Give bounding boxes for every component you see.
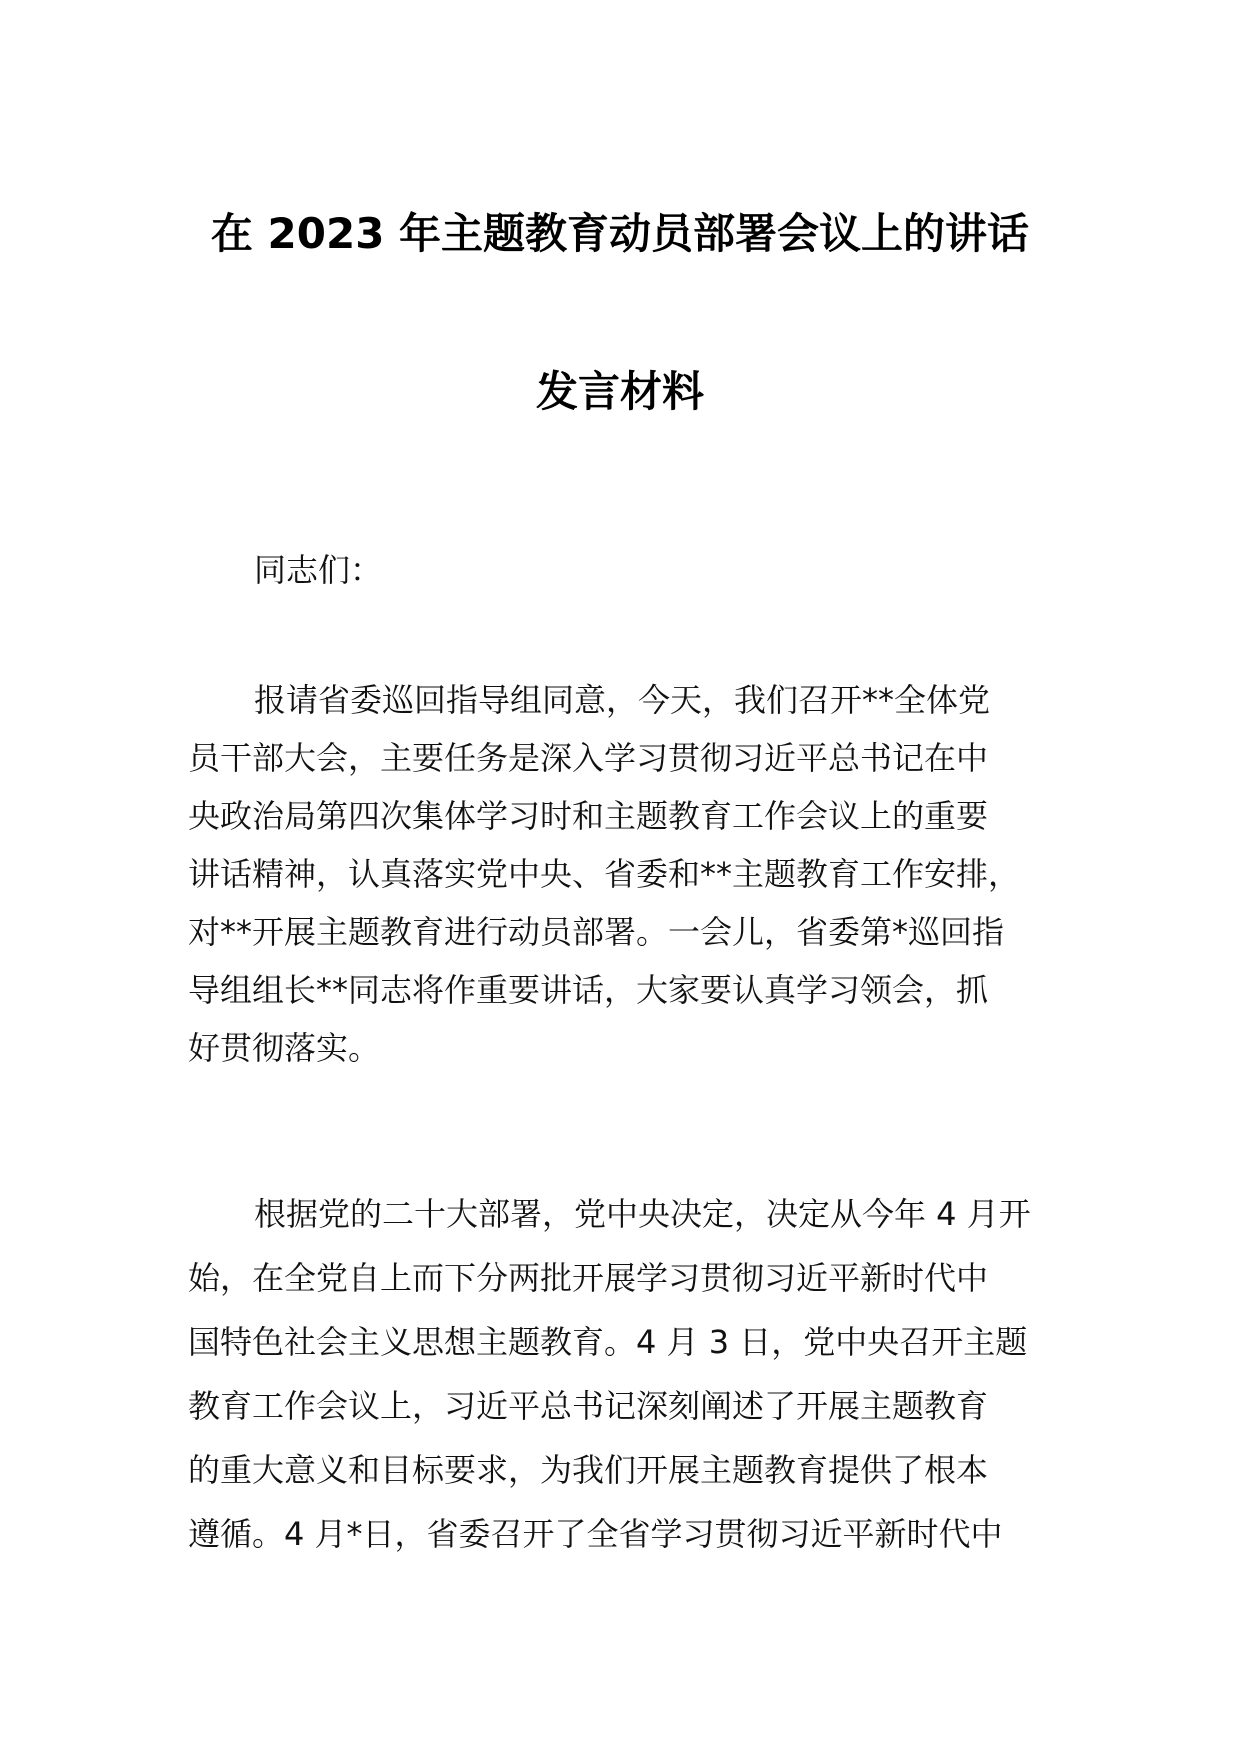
paragraph-1-line: 报请省委巡回指导组同意，今天，我们召开**全体党 [254,681,991,719]
paragraph-1-line: 好贯彻落实。 [188,1029,381,1067]
salutation: 同志们： [254,551,383,589]
paragraph-1-line: 央政治局第四次集体学习时和主题教育工作会议上的重要 [188,797,989,835]
document-title-line-1: 在 2023 年主题教育动员部署会议上的讲话 [210,209,1030,258]
paragraph-2-line: 遵循。4 月*日，省委召开了全省学习贯彻习近平新时代中 [188,1515,1003,1553]
paragraph-2-line: 的重大意义和目标要求，为我们开展主题教育提供了根本 [188,1451,989,1489]
paragraph-2-line: 国特色社会主义思想主题教育。4 月 3 日，党中央召开主题 [188,1323,1028,1361]
paragraph-1-line: 对**开展主题教育进行动员部署。一会儿，省委第*巡回指 [188,913,1005,951]
paragraph-2-line: 根据党的二十大部署，党中央决定，决定从今年 4 月开 [254,1195,1031,1233]
paragraph-1-line: 导组组长**同志将作重要讲话，大家要认真学习领会，抓 [188,971,989,1009]
paragraph-1-line: 讲话精神，认真落实党中央、省委和**主题教育工作安排， [188,855,1021,893]
paragraph-1-line: 员干部大会，主要任务是深入学习贯彻习近平总书记在中 [188,739,989,777]
document-title-line-2: 发言材料 [535,367,704,416]
paragraph-2-line: 始，在全党自上而下分两批开展学习贯彻习近平新时代中 [188,1259,989,1297]
paragraph-2-line: 教育工作会议上，习近平总书记深刻阐述了开展主题教育 [188,1387,989,1425]
